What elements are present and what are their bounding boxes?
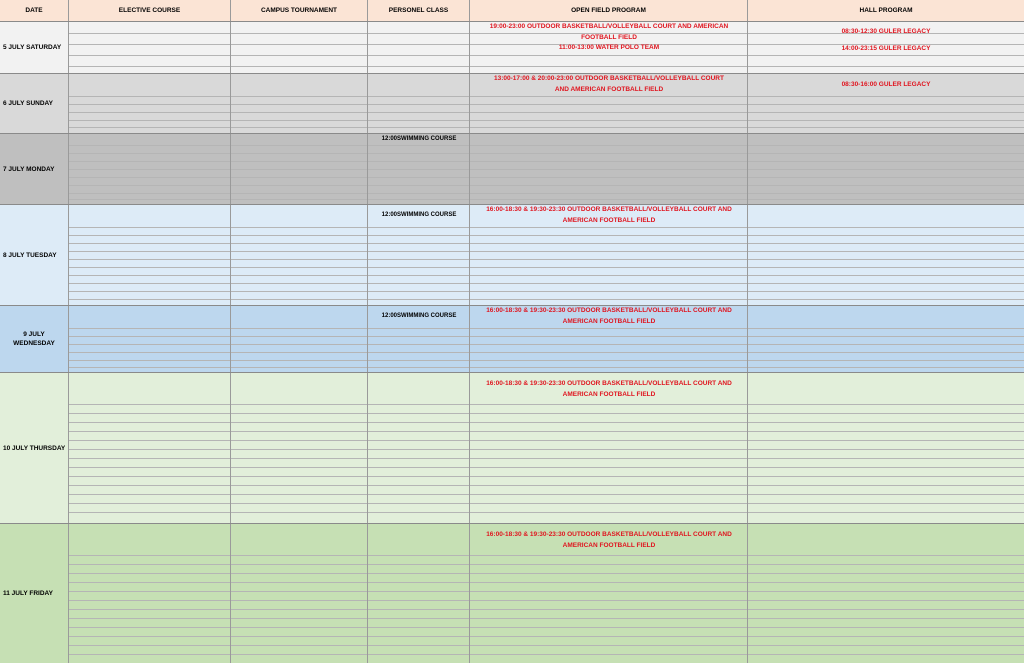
event-line: AMERICAN FOOTBALL FIELD [562, 317, 656, 325]
col-divider [747, 373, 748, 523]
hall-event[interactable] [748, 80, 1024, 91]
col-divider [469, 205, 470, 305]
row-line [68, 104, 1024, 105]
row-line [68, 573, 1024, 574]
col-divider [747, 74, 748, 133]
col-divider [747, 524, 748, 663]
day-block-thursday [0, 373, 1024, 524]
row-line [68, 609, 1024, 610]
row-line [68, 352, 1024, 353]
col-divider [747, 306, 748, 372]
row-line [68, 259, 1024, 260]
header-campus-tournament[interactable]: CAMPUS TOURNAMENT [231, 0, 368, 21]
col-divider [367, 306, 368, 372]
row-line [68, 413, 1024, 414]
row-line [68, 177, 1024, 178]
event-line: 19:00-23:00 OUTDOOR BASKETBALL/VOLLEYBALL COURT AND AMERICAN [489, 23, 729, 30]
event-line: 08:30-12:30 GULER LEGACY [841, 28, 931, 35]
open-field-event[interactable] [470, 530, 748, 551]
date-cell-sunday[interactable]: 6 JULY SUNDAY [3, 100, 53, 107]
col-divider [469, 524, 470, 663]
col-divider [230, 22, 231, 73]
header-date[interactable]: DATE [0, 0, 69, 21]
col-divider [68, 134, 69, 204]
col-divider [469, 306, 470, 372]
event-line: 11:00-13:00 WATER POLO TEAM [558, 44, 660, 51]
col-divider [230, 205, 231, 305]
date-cell-friday[interactable]: 11 JULY FRIDAY [3, 590, 53, 597]
row-line [68, 199, 1024, 200]
day-block-friday [0, 524, 1024, 663]
date-cell-monday[interactable]: 7 JULY MONDAY [3, 165, 55, 173]
col-divider [68, 306, 69, 372]
row-line [68, 96, 1024, 97]
col-divider [230, 306, 231, 372]
row-line [68, 627, 1024, 628]
row-line [68, 227, 1024, 228]
row-line [68, 161, 1024, 162]
row-line [68, 169, 1024, 170]
header-row [0, 0, 1024, 22]
header-hall-program[interactable]: HALL PROGRAM [859, 7, 913, 14]
col-divider [68, 74, 69, 133]
event-line: FOOTBALL FIELD [581, 33, 637, 41]
col-divider [747, 22, 748, 73]
open-field-event[interactable] [470, 22, 748, 54]
row-line [68, 291, 1024, 292]
row-line [68, 582, 1024, 583]
row-line [68, 299, 1024, 300]
col-divider [367, 373, 368, 523]
day-block-tuesday [0, 205, 1024, 306]
col-divider [68, 205, 69, 305]
row-line [68, 555, 1024, 556]
row-line [68, 112, 1024, 113]
event-line: 13:00-17:00 & 20:00-23:00 OUTDOOR BASKETBALL/VOLLEYBALL COURT [494, 75, 724, 82]
row-line [68, 564, 1024, 565]
date-cell-thursday[interactable]: 10 JULY THURSDAY [3, 444, 66, 452]
row-line [68, 251, 1024, 252]
row-line [68, 422, 1024, 423]
event-line: AND AMERICAN FOOTBALL FIELD [554, 85, 664, 93]
col-divider [367, 74, 368, 133]
row-line [68, 645, 1024, 646]
row-line [68, 476, 1024, 477]
event-line: 16:00-18:30 & 19:30-23:30 OUTDOOR BASKETBALL/VOLLEYBALL COURT AND [486, 531, 732, 538]
row-line [68, 512, 1024, 513]
date-cell-wednesday[interactable] [0, 306, 68, 372]
row-line [68, 344, 1024, 345]
row-line [68, 235, 1024, 236]
row-line [68, 654, 1024, 655]
date-label-line: 9 JULY [23, 331, 45, 338]
col-divider [68, 22, 69, 73]
date-cell-tuesday[interactable]: 8 JULY TUESDAY [3, 251, 57, 259]
day-block-saturday [0, 22, 1024, 74]
event-line: 14:00-23:15 GULER LEGACY [841, 44, 931, 52]
row-line [68, 618, 1024, 619]
open-field-event[interactable] [470, 379, 748, 400]
personel-class-entry[interactable]: 12:00SWIMMING COURSE [381, 136, 457, 142]
row-line [68, 193, 1024, 194]
hall-event[interactable] [748, 27, 1024, 54]
row-line [68, 267, 1024, 268]
header-open-field-program[interactable]: OPEN FIELD PROGRAM [470, 0, 748, 21]
row-line [68, 467, 1024, 468]
col-divider [230, 74, 231, 133]
day-block-monday [0, 134, 1024, 205]
row-line [68, 275, 1024, 276]
col-divider [469, 373, 470, 523]
col-divider [68, 373, 69, 523]
row-line [68, 360, 1024, 361]
row-line [68, 431, 1024, 432]
day-block-sunday [0, 74, 1024, 134]
col-divider [747, 134, 748, 204]
date-cell-saturday[interactable]: 5 JULY SATURDAY [3, 44, 62, 51]
row-line [68, 185, 1024, 186]
col-divider [367, 22, 368, 73]
row-line [68, 120, 1024, 121]
event-line: AMERICAN FOOTBALL FIELD [562, 390, 656, 398]
day-block-wednesday [0, 306, 1024, 373]
col-divider [367, 524, 368, 663]
event-line: 16:00-18:30 & 19:30-23:30 OUTDOOR BASKETBALL/VOLLEYBALL COURT AND [486, 206, 732, 213]
row-line [68, 591, 1024, 592]
personel-class-entry[interactable]: 12:00SWIMMING COURSE [381, 212, 457, 218]
col-divider [747, 205, 748, 305]
row-line [68, 600, 1024, 601]
open-field-event[interactable] [470, 306, 748, 327]
row-line [68, 66, 1024, 67]
row-line [68, 127, 1024, 128]
col-divider [367, 134, 368, 204]
event-line: AMERICAN FOOTBALL FIELD [562, 216, 656, 224]
row-line [68, 336, 1024, 337]
row-line [68, 494, 1024, 495]
col-divider [367, 205, 368, 305]
col-divider [230, 524, 231, 663]
row-line [68, 485, 1024, 486]
row-line [68, 440, 1024, 441]
row-line [68, 243, 1024, 244]
header-personel-class[interactable]: PERSONEL CLASS [368, 0, 470, 21]
header-elective-course[interactable]: ELECTIVE COURSE [69, 0, 231, 21]
event-line: 16:00-18:30 & 19:30-23:30 OUTDOOR BASKETBALL/VOLLEYBALL COURT AND [486, 307, 732, 314]
open-field-event[interactable] [470, 74, 748, 95]
row-line [68, 153, 1024, 154]
row-line [68, 636, 1024, 637]
personel-class-entry[interactable]: 12:00SWIMMING COURSE [381, 313, 457, 319]
row-line [68, 458, 1024, 459]
col-divider [230, 373, 231, 523]
row-line [68, 55, 1024, 56]
date-label-line: WEDNESDAY [13, 340, 55, 347]
row-line [68, 449, 1024, 450]
row-line [68, 404, 1024, 405]
row-line [68, 328, 1024, 329]
col-divider [469, 134, 470, 204]
col-divider [469, 22, 470, 73]
col-divider [469, 74, 470, 133]
row-line [68, 367, 1024, 368]
row-line [68, 145, 1024, 146]
row-line [68, 503, 1024, 504]
open-field-event[interactable] [470, 205, 748, 226]
event-line: AMERICAN FOOTBALL FIELD [562, 541, 656, 549]
col-divider [230, 134, 231, 204]
event-line: 08:30-16:00 GULER LEGACY [841, 81, 931, 88]
col-divider [68, 524, 69, 663]
row-line [68, 283, 1024, 284]
event-line: 16:00-18:30 & 19:30-23:30 OUTDOOR BASKETBALL/VOLLEYBALL COURT AND [486, 380, 732, 387]
